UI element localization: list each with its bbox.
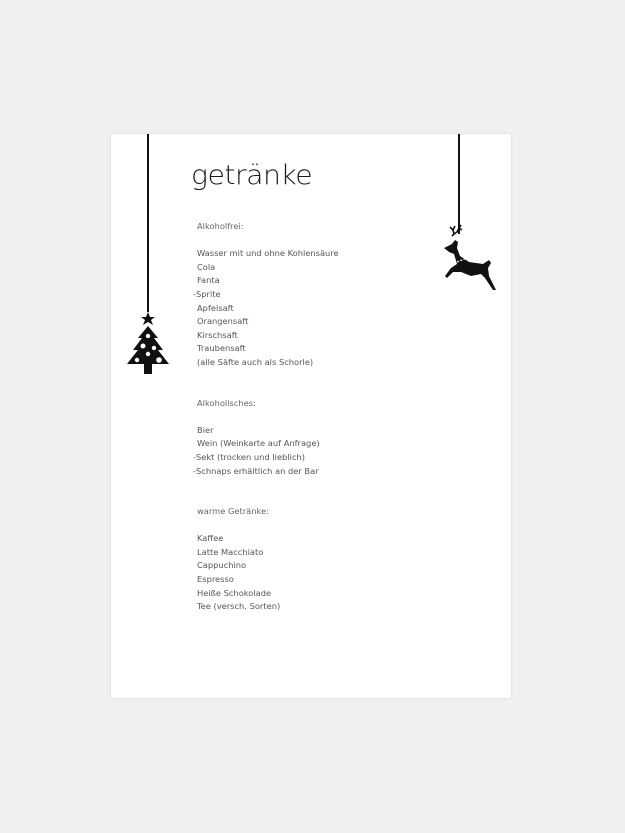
- menu-item: Bier: [197, 424, 214, 435]
- reindeer-icon: [439, 224, 501, 299]
- section-heading-warme-getraenke: warme Getränke:: [197, 506, 269, 517]
- menu-item: Orangensaft: [197, 316, 249, 327]
- christmas-tree-icon: [121, 308, 176, 383]
- menu-item: -Sekt (trocken und lieblich): [193, 451, 305, 462]
- menu-item: Tee (versch. Sorten): [197, 601, 281, 612]
- menu-item: Heiße Schokolade: [197, 587, 272, 598]
- menu-item: Espresso: [197, 574, 234, 585]
- section-heading-alkoholfrei: Alkoholfrei:: [197, 221, 244, 231]
- menu-item: Traubensaft: [197, 343, 246, 354]
- menu-item: (alle Säfte auch als Schorle): [197, 356, 314, 367]
- menu-item: Kaffee: [197, 533, 224, 544]
- deer-hanging-string: [458, 134, 460, 234]
- menu-item: Wasser mit und ohne Kohlensäure: [197, 248, 339, 259]
- menu-page: [111, 134, 511, 698]
- menu-item: -Sprite: [193, 288, 221, 299]
- menu-item: Cappuchino: [197, 560, 247, 571]
- menu-item: Fanta: [197, 275, 220, 286]
- menu-item: Cola: [197, 261, 216, 272]
- section-heading-alkoholisches: Alkoholisches:: [197, 397, 256, 408]
- menu-item: Wein (Weinkarte auf Anfrage): [197, 438, 320, 449]
- tree-hanging-string: [147, 134, 149, 312]
- menu-item: Latte Macchiato: [197, 546, 264, 557]
- drinks-menu: [193, 220, 339, 614]
- menu-item: Kirschsaft: [197, 329, 238, 340]
- menu-item: Apfelsaft: [197, 302, 234, 313]
- page-title: getränke: [191, 160, 313, 191]
- menu-item: -Schnaps erhältlich an der Bar: [193, 465, 319, 476]
